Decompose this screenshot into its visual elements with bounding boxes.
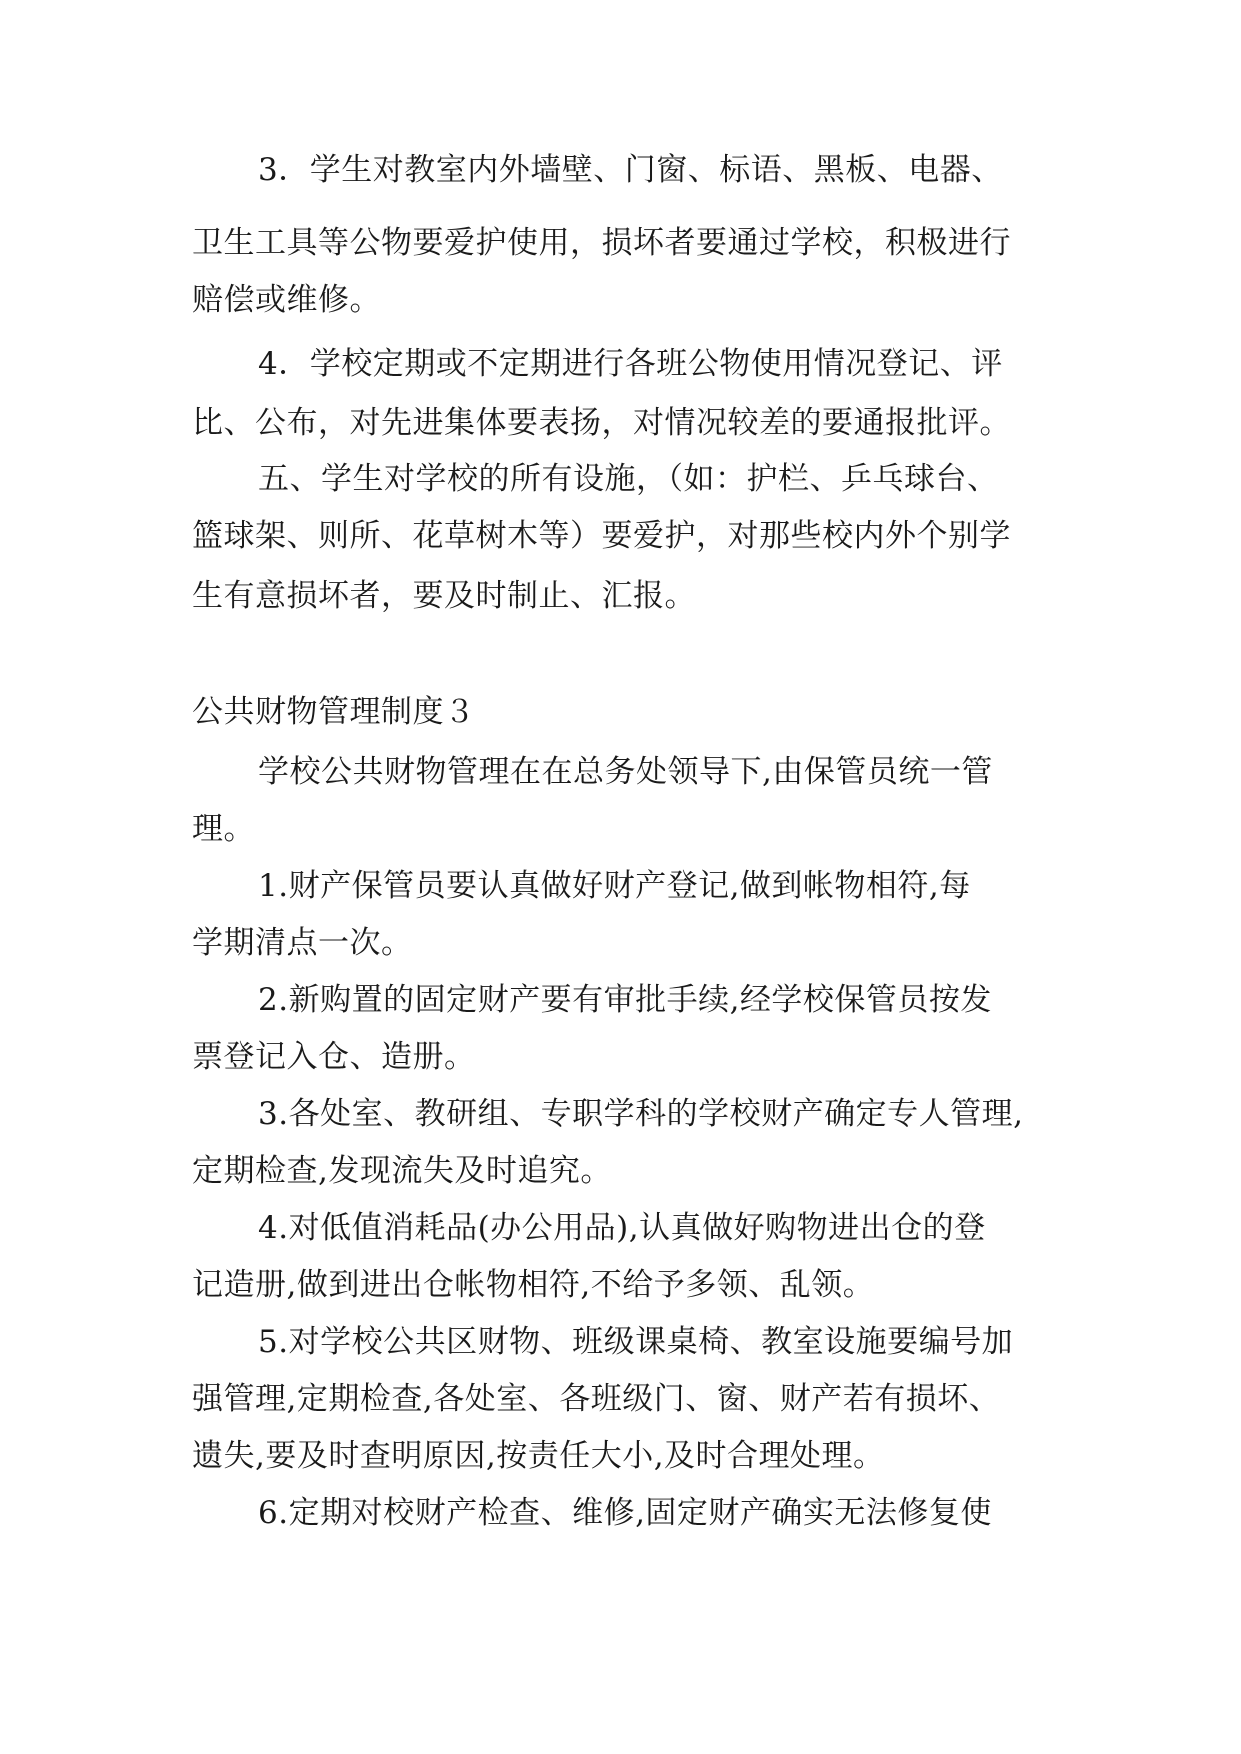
text-line: 赔偿或维修。	[192, 282, 381, 318]
text-line: 定期检查,发现流失及时追究。	[192, 1153, 612, 1189]
text-line: 3.各处室、教研组、专职学科的学校财产确定专人管理,	[258, 1096, 1024, 1132]
text-line: 强管理,定期检查,各处室、各班级门、窗、财产若有损坏、	[192, 1381, 1001, 1417]
text-line: 遗失,要及时查明原因,按责任大小,及时合理处理。	[192, 1438, 885, 1474]
text-line: 6.定期对校财产检查、维修,固定财产确实无法修复使	[258, 1495, 992, 1531]
text-line: 记造册,做到进出仓帐物相符,不给予多领、乱领。	[192, 1267, 875, 1303]
text-line: 五、学生对学校的所有设施，（如：护栏、乒乓球台、	[258, 461, 999, 497]
text-line: 4．学校定期或不定期进行各班公物使用情况登记、评	[258, 346, 1003, 382]
text-line: 1.财产保管员要认真做好财产登记,做到帐物相符,每	[258, 868, 971, 904]
text-line: 学期清点一次。	[192, 925, 413, 961]
text-line: 票登记入仓、造册。	[192, 1039, 476, 1075]
text-line: 4.对低值消耗品(办公用品),认真做好购物进出仓的登	[258, 1210, 986, 1246]
text-line: 学校公共财物管理在在总务处领导下,由保管员统一管	[258, 754, 993, 790]
text-line: 生有意损坏者，要及时制止、汇报。	[192, 578, 696, 614]
text-line: 3．学生对教室内外墙壁、门窗、标语、黑板、电器、	[258, 152, 1003, 188]
text-line: 比、公布，对先进集体要表扬，对情况较差的要通报批评。	[192, 405, 1011, 441]
text-line: 篮球架、则所、花草树木等）要爱护，对那些校内外个别学	[192, 518, 1011, 554]
section-heading: 公共财物管理制度３	[192, 694, 476, 730]
text-line: 理。	[192, 811, 255, 847]
text-line: 卫生工具等公物要爱护使用，损坏者要通过学校，积极进行	[192, 225, 1011, 261]
text-line: 5.对学校公共区财物、班级课桌椅、教室设施要编号加	[258, 1324, 1014, 1360]
text-line: 2.新购置的固定财产要有审批手续,经学校保管员按发	[258, 982, 992, 1018]
